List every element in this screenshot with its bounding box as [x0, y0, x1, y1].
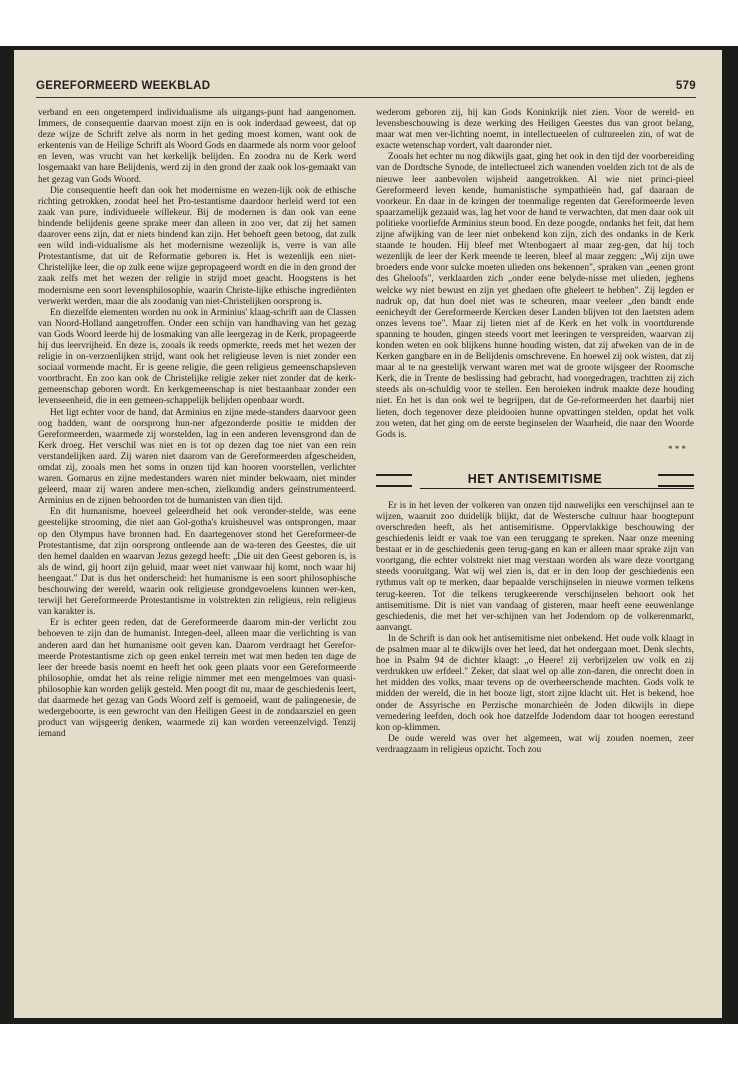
page-number: 579 — [675, 80, 696, 92]
section-title: HET ANTISEMITISME — [467, 471, 603, 486]
newspaper-page — [14, 50, 722, 1018]
section-separator-stars: * * * — [668, 443, 686, 454]
publication-title: GEREFORMEERD WEEKBLAD — [36, 80, 211, 92]
paragraph: Het ligt echter voor de hand, dat Arminius en zijne mede-standers daarvoor geen oog hadden, want de oorsprong hun-ner afgezonderde positie te midden der Gereformeerden, waarmede zij worstelden, lag in een anderen levensgrond dan de Kerk droeg. Het verschil was niet en is tot op dezen dag toe niet van een rein verstandelijken aard. Zij waren niet daarom van de Gereformeerden afgescheiden, omdat zij, zooals men het soms in onzen tijd kan hooren voorstellen, verlichter waren. Gomarus en zijne medestanders waren niet minder bekwaam, niet minder geleerd, maar zij waren andere men-schen, zielkundig anders geïnstrumenteerd. Arminius en de zijnen behoorden tot de humanisten van dien tijd. — [38, 407, 356, 507]
right-column — [376, 108, 694, 756]
paragraph: Er is in het leven der volkeren van onzen tijd nauwelijks een verschijnsel aan te wijzen, waaruit zoo duidelijk blijkt, dat de Westersche cultuur haar hoogtepunt overschreden heeft, als het antisemitisme. Oppervlakkige beschouwing der geschiedenis leidt er vaak toe van een teruggang te spreken. Naar onze meening bestaat er in de geschiedenis geen terug-gang en kan er alleen maar sprake zijn van voortgang, die echter volstrekt niet mag verstaan worden als ware deze voortgang steeds vooruitgang. Wat wij wel zien is, dat er in den loop der geschiedenis een rythmus valt op te merken, daar bepaalde verschijnselen in nieuwe vormen telkens terug-keeren. Tot die telkens terugkeerende verschijnselen behoort ook het antisemitisme. Dit is niet van vandaag of gisteren, maar heeft eene eeuwenlange geschiedenis, die met het ver-schijnen van het Jodendom op de volkerenmarkt, aanvangt. — [376, 500, 694, 633]
page-header — [36, 80, 696, 96]
paragraph: In de Schrift is dan ook het antisemitisme niet onbekend. Het oude volk klaagt in de psalmen maar al te dikwijls over het leed, dat het ondergaan moet. Denk slechts, hoe in Psalm 94 de dichter klaagt: „o Heere! zij verbrijzelen uw volk en zij verdrukken uw erfdeel." Zeker, dat slaat wel op alle zon-daren, die onrecht doen in het midden des volks, maar tevens op de overheerschende machten. Gods volk te midden der wereld, die in het booze ligt, stort zijne klacht uit. Het is bekend, hoe onder de Assyrische en Perzische monarchieën de Joden dikwijls in diepe vernedering leefden, doch ook hoe datzelfde Jodendom daar tot hoogen eerestand kon op-klimmen. — [376, 633, 694, 733]
paragraph: wederom geboren zij, hij kan Gods Koninkrijk niet zien. Voor de wereld- en levensbeschouwing is deze werking des Heiligen Geestes dus van groot belang, maar wat men ver-lichting noemt, in intellectueelen of cultureelen zin, of wat de exacte wetenschap vordert, valt daaronder niet. — [376, 108, 694, 152]
left-column — [38, 108, 356, 740]
heading-ornament-left — [376, 474, 412, 487]
paragraph: Zooals het echter nu nog dikwijls gaat, ging het ook in den tijd der voorbereiding van de Dordtsche Synode, de intellectueel zich wanenden voelden zich tot de als de nieuwe leer aanbevolen wijsheid aangetrokken. Al wie niet princi-pieel Gereformeerd leven kende, humanistische sympathieën had, gaf daaraan de voorkeur. En daar in de kringen der toenmalige regenten dat Gereformeerde leven spaarzamelijk gezaaid was, lag het voor de hand te verwachten, dat men daar ook uit politieke voorliefde Arminius steun bood. En deze poogde, ondanks het feit, dat hem zijne afwijking van de leer niet onbekend kon zijn, zich des ondanks in de Kerk staande te houden. Hij bleef met Wtenbogaert al maar zeg-gen, dat hij toch wezenlijk de leer der Kerk meende te leeren, bleef al maar zeggen: „Wij zijn uwe broeders ende voor sulcke moeten ulieden ons bekennen", spraken van „eenen gront des Gheloofs", verklaarden zich „onder eene belyde-nisse met ulieden, jeghens welcke wy niet bewust en zijn yet ghedaen ofte gheleert te hebben". Zij legden er nadruk op, dat hun doel niet was te scheuren, maar veeleer „den bandt ende eenicheydt der Gereformeerde Kercken deser Landen blijven tot den laetsten adem onzes levens toe". Maar zij lieten niet af de Kerk en het volk in voortdurende spanning te houden, gingen steeds voort met leeringen te verspreiden, waarvan zij konden weten en ook blijkens hunne houding wisten, dat zij afweken van de in de Kerken gangbare en in de Belijdenis omschrevene. En hoewel zij ook wisten, dat zij maar al te na geestelijk verwant waren met wat de groote wijsgeer der Roomsche Kerk, die in Trente de beslissing had gebracht, had voorgedragen, trachtten zij zich steeds als on-schuldig voor te stellen. Een heroieken indruk maakte deze houding niet. En het is dan ook wel te begrijpen, dat de Ge-reformeerden het daarbij niet lieten, doch tegenover deze pleidooien hunne opvattingen stelden, opdat het volk zou weten, dat het ging om de eerste beginselen der Waarheid, die naar den Woorde Gods is. — [376, 152, 694, 440]
paragraph: En dit humanisme, hoeveel geleerdheid het ook veronder-stelde, was eene geestelijke strooming, die niet aan Gol-gotha's kruisheuvel was ontsprongen, maar op den Olympus have bronnen had. En daartegenover stond het Gereformeer-de Protestantisme, dat zijn oorsprong ontleende aan de wa-teren des Geestes, die uit den hemel daalden en waarvan Jezus gezegd heeft: „Die uit den Geest geboren is, is als de wind, gij hoort zijn geluid, maar weet niet vanwaar hij komt, noch waar hij heengaat." Dat is dus het onderscheid: het humanisme is een soort philosophische beschouwing der wereld, waarin ook religieuse grondgevoelens kunnen wer-ken, terwijl het Gereformeerde Protestantisme in volstrekten zin religieus, rein religieus van karakter is. — [38, 507, 356, 618]
paragraph: Er is echter geen reden, dat de Gereformeerde daarom min-der verlicht zou behoeven te zijn dan de humanist. Integen-deel, alleen maar die verlichting is van anderen aard dan het humanisme ooit geven kan. Daarom verdraagt het Gerefor-meerde Protestantisme zich op geen enkel terrein met wat men heden ten dage de leer der breede basis noemt en heeft het ook geen plaats voor een Gereformeerde philosophie, omdat het als reine religie nimmer met een mengelmoes van quasi-philosophie kan worden gelijk gesteld. Men poogt dit nu, maar de geschiedenis leert, dat daarmede het gezag van Gods Woord zelf is gemoeid, want de palingenesie, de wedergeboorte, is een gewrocht van den Heiligen Geest in de zondaarsziel en geen product van wijsgeerig denken, waarmede zij kan worden vereenzelvigd. Tenzij iemand — [38, 618, 356, 740]
paragraph: En diezelfde elementen worden nu ook in Arminius' klaag-schrift aan de Classen van Noord-Holland aangetroffen. Onder een schijn van handhaving van het gezag van Gods Woord leerde hij de losmaking van alle leergezag in de Kerk, propageerde hij dus leervrijheid. En deze is, zooals ik reeds opmerkte, reeds met het wezen der religie in on-verzoenlijken strijd, want ook het religieuse leven is niet zonder een sociaal vormende macht. Er is geene religie, die geen religieus gemeenschapsleven voortbracht. En zoo kan ook de Christelijke religie zeker niet zonder dat de kerk-gemeenschap geboren wordt. En kerkgemeenschap is niet bestaanbaar zonder een levenseenheid, die in een gemeen-schappelijk belijden openbaar wordt. — [38, 307, 356, 407]
heading-underline — [420, 488, 694, 489]
header-rule — [36, 97, 696, 98]
paragraph: De oude wereld was over het algemeen, wat wij zouden noemen, zeer verdraagzaam in religieus opzicht. Toch zou — [376, 733, 694, 755]
heading-ornament-right — [658, 474, 694, 487]
paragraph: verband en een ongetemperd individualisme als uitgangs-punt had aangenomen. Immers, de consequentie daarvan moest zijn en is ook inderdaad geweest, dat op deze wijze de Schrift zelve als norm in het geding moest komen, want ook de erkentenis van de Heilige Schrift als Woord Gods en daarmede als norm voor geloof en leven, was vrucht van het kerkelijk belijden. En zoodra nu de Kerk werd losgemaakt van hare Belijdenis, werd zij in den grond der zaak ook los-gemaakt van het gezag van Gods Woord. — [38, 108, 356, 185]
paragraph: Die consequentie heeft dan ook het modernisme en wezen-lijk ook de ethische richting getrokken, zoodat heel het Pro-testantisme daardoor herleid werd tot een zaak van pure, individueele willekeur. Bij de modernen is dan ook van eene bindende belijdenis geene sprake meer dan alleen in zoo ver, dat zij het samen daarover eens zijn, dat er niets bindend kan zijn. Het behoeft geen betoog, dat zulk een wild indi-vidualisme als het modernisme wezenlijk is, verre is van alle Protestantisme, dat uit de Reformatie geboren is. Het is wezenlijk een niet-Christelijke leer, die op zulk eene wijze gepropageerd wordt en die in den grond der zaak zelfs met het wezen der religie in strijd moet geacht. Hoogstens is het modernisme een soort levensphilosophie, waarin Christe-lijke ethische ingrediënten verwerkt werden, maar die als zoodanig van niet-Christelijken oorsprong is. — [38, 185, 356, 307]
section-heading — [376, 469, 694, 489]
